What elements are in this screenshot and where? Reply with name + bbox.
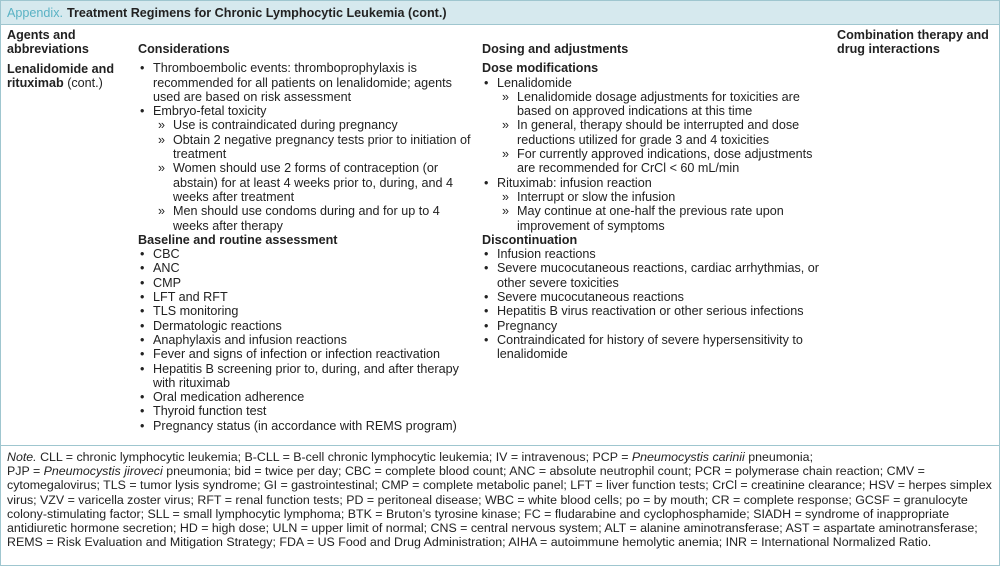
discontinuation-item [482,319,827,333]
consideration-item-sublist [153,118,475,232]
agents-header: Agents and abbreviations [7,28,89,57]
baseline-item-text: Fever and signs of infection or infection reactivation [153,347,441,362]
baseline-item [138,247,475,261]
agents-column [7,28,129,90]
agent-name: Lenalidomide and rituximab [7,61,115,90]
baseline-item [138,333,475,347]
consideration-item-subitem-text: Women should use 2 forms of contraception (or abstain) for at least 4 weeks prior to, during, and 4 weeks after treatment [173,161,454,204]
consideration-item-subitem [153,133,475,162]
discontinuation-item [482,304,827,318]
baseline-item-text: Anaphylaxis and infusion reactions [153,332,347,347]
consideration-item-subitem-text: Use is contraindicated during pregnancy [173,118,398,133]
considerations-header: Considerations [138,42,230,56]
note-pcp-italic: Pneumocystis carinii [631,450,745,464]
discontinuation-heading: Discontinuation [482,232,578,247]
note-pjp-italic: Pneumocystis jiroveci [43,464,163,479]
dose-modification-item-subitem-text: In general, therapy should be interrupted and dose reductions utilized for grade 3 and 4 toxicities [517,118,800,147]
baseline-item [138,347,475,361]
baseline-item-text: Pregnancy status (in accordance with REMS program) [153,418,457,433]
dose-modification-item-subitem-text: Lenalidomide dosage adjustments for toxicities are based on approved indications at this time [517,89,800,119]
dose-modification-item-text: Lenalidomide [497,75,572,90]
baseline-item [138,290,475,304]
dose-modification-item-subitem-text: Interrupt or slow the infusion [517,189,676,204]
dose-modification-item-subitem-text: May continue at one-half the previous rate upon improvement of symptoms [517,204,784,233]
agent-entry [7,62,129,91]
baseline-item-text: ANC [153,261,180,276]
consideration-item-subitem [153,118,475,132]
baseline-item [138,304,475,318]
consideration-item [138,61,475,104]
baseline-item [138,419,475,433]
dose-modification-item-text: Rituximab: infusion reaction [497,175,652,190]
dose-modification-item-sublist [497,190,827,233]
baseline-item [138,404,475,418]
note-label: Note. [7,450,37,464]
dose-modification-item [482,176,827,233]
dose-modification-item [482,76,827,176]
baseline-item [138,362,475,391]
discontinuation-item-text: Severe mucocutaneous reactions, cardiac arrhythmias, or other severe toxicities [497,261,819,290]
dose-modification-item-subitem [497,147,827,176]
discontinuation-item-text: Severe mucocutaneous reactions [497,290,684,305]
discontinuation-item [482,333,827,362]
discontinuation-item-text: Pregnancy [497,318,558,333]
discontinuation-list [482,247,827,361]
discontinuation-item-text: Hepatitis B virus reactivation or other serious infections [497,304,804,319]
baseline-item [138,276,475,290]
table-note [1,445,999,565]
baseline-item-text: TLS monitoring [153,304,239,319]
consideration-item-text: Embryo-fetal toxicity [153,104,267,119]
dose-modification-item-subitem [497,204,827,233]
baseline-item-text: Dermatologic reactions [153,318,282,333]
note-pjp-prefix: PJP = [7,464,44,479]
appendix-label: Appendix. [7,6,64,20]
baseline-list [138,247,475,433]
consideration-item-subitem-text: Men should use condoms during and for up to 4 weeks after therapy [173,204,440,233]
table-title [1,1,999,25]
baseline-item [138,261,475,275]
baseline-item [138,390,475,404]
discontinuation-item-text: Infusion reactions [497,247,596,262]
baseline-item-text: Hepatitis B screening prior to, during, and after therapy with rituximab [153,361,459,390]
dose-modification-item-subitem [497,190,827,204]
baseline-item-text: LFT and RFT [153,290,228,305]
note-part3: pneumonia; bid = twice per day; CBC = complete blood count; ANC = absolute neutrophil count; PCR = polymerase chain reaction; CMV = cytomegalovirus; TLS = tumor lysis syndrome; GI = gastrointestinal; CMP = complete metabolic panel; LFT = liver function tests; CrCl = creatinine clearance; HSV = herpes simplex virus; VZV = varicella zoster virus; RFT = renal function tests; PD = peritoneal disease; WBC = white blood cells; po = by mouth; CR = complete response; GCSF = granulocyte colony-stimulating factor; SLL = small lymphocytic lymphoma; BTK = Bruton’s tyrosine kinase; FC = fludarabine and cyclophosphamide; SIADH = syndrome of inappropriate antidiuretic hormone secretion; HD = high dose; ULN = upper limit of normal; CNS = central nervous system; ALT = alanine aminotransferase; AST = aspartate aminotransferase; REMS = Risk Evaluation and Mitigation Strategy; FDA = US Food and Drug Administration; AIHA = autoimmune hemolytic anemia; INR = International Normalized Ratio. [7,464,992,550]
baseline-item-text: CMP [153,275,181,290]
discontinuation-item-text: Contraindicated for history of severe hypersensitivity to lenalidomide [497,332,803,362]
dosing-header: Dosing and adjustments [482,42,629,56]
baseline-item-text: CBC [153,247,180,262]
considerations-list [138,61,475,233]
discontinuation-item [482,290,827,304]
note-part1: CLL = chronic lymphocytic leukemia; B-CLL = B-cell chronic lymphocytic leukemia; IV = intravenous; PCP = [40,450,632,464]
dose-modifications-list [482,76,827,233]
combination-column [837,28,995,57]
dose-modifications-heading: Dose modifications [482,61,599,76]
combination-header: Combination therapy and drug interactions [837,28,989,57]
dosing-column [482,42,827,362]
table-title-text: Treatment Regimens for Chronic Lymphocytic Leukemia (cont.) [67,6,447,20]
discontinuation-item [482,261,827,290]
consideration-item-subitem-text: Obtain 2 negative pregnancy tests prior to initiation of treatment [173,132,471,162]
baseline-item-text: Thyroid function test [153,404,267,419]
baseline-heading: Baseline and routine assessment [138,232,338,247]
dose-modification-item-subitem-text: For currently approved indications, dose adjustments are recommended for CrCl < 60 mL/min [517,147,813,176]
dose-modification-item-sublist [497,90,827,176]
agent-suffix: (cont.) [67,75,103,90]
dose-modification-item-subitem [497,118,827,147]
baseline-item [138,319,475,333]
note-part2: pneumonia; [744,450,814,464]
consideration-item-subitem [153,204,475,233]
considerations-column [138,42,475,433]
discontinuation-item [482,247,827,261]
consideration-item-subitem [153,161,475,204]
dose-modification-item-subitem [497,90,827,119]
baseline-item-text: Oral medication adherence [153,390,305,405]
consideration-item-text: Thromboembolic events: thromboprophylaxis is recommended for all patients on lenalidomide; agents used are based on risk assessment [153,61,452,104]
consideration-item [138,104,475,233]
